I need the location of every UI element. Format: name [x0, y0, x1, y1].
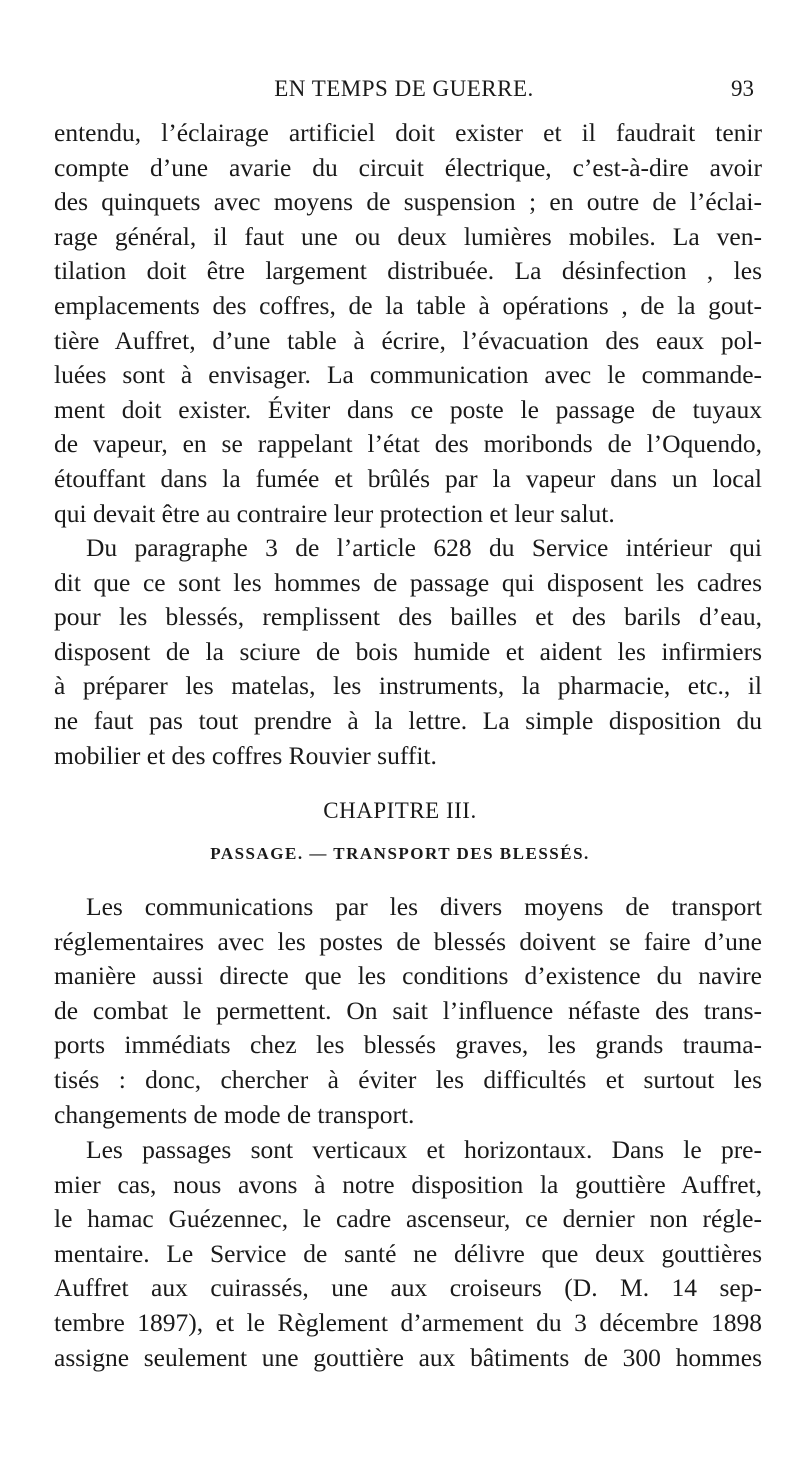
- text-line: tilation doit être largement distribuée. La désinfection , les: [54, 256, 762, 286]
- text-line: mentaire. Le Service de santé ne délivre que deux gouttières: [54, 1238, 762, 1268]
- text-line: tière Auffret, d’une table à écrire, l’évacuation des eaux pol-: [54, 325, 762, 355]
- page-number: 93: [731, 76, 754, 101]
- text-line: manière aussi directe que les conditions d’existence du navire: [54, 961, 762, 991]
- text-line: emplacements des coffres, de la table à opérations , de la gout-: [54, 290, 762, 320]
- text-line: de vapeur, en se rappelant l’état des moribonds de l’Oquendo,: [54, 429, 762, 459]
- text-line: de combat le permettent. On sait l’influence néfaste des trans-: [54, 995, 762, 1025]
- text-line: ment doit exister. Éviter dans ce poste le passage de tuyaux: [54, 394, 762, 424]
- text-line: changements de mode de transport.: [54, 1099, 415, 1129]
- text-line: mobilier et des coffres Rouvier suffit.: [54, 740, 437, 770]
- text-line: rage général, il faut une ou deux lumières mobiles. La ven-: [54, 221, 762, 251]
- text-line: ne faut pas tout prendre à la lettre. La simple disposition du: [54, 705, 762, 735]
- text-line: Du paragraphe 3 de l’article 628 du Service intérieur qui: [86, 533, 762, 562]
- paragraph-passages: [54, 1133, 762, 1375]
- text-line: réglementaires avec les postes de blessés doivent se faire d’une: [54, 926, 762, 956]
- text-line: Auffret aux cuirassés, une aux croiseurs (D. M. 14 sep-: [54, 1273, 762, 1303]
- text-line: étouffant dans la fumée et brûlés par la vapeur dans un local: [54, 463, 762, 493]
- text-line: pour les blessés, remplissent des bailles et des barils d’eau,: [54, 602, 762, 632]
- text-line: des quinquets avec moyens de suspension ; en outre de l’éclai-: [54, 187, 762, 217]
- text-line: à préparer les matelas, les instruments, la pharmacie, etc., il: [54, 671, 762, 701]
- text-line: Les communications par les divers moyens de transport: [86, 892, 762, 921]
- text-line: le hamac Guézennec, le cadre ascenseur, ce dernier non régle-: [54, 1204, 762, 1234]
- text-line: ports immédiats chez les blessés graves, les grands trauma-: [54, 1030, 762, 1060]
- paragraph-article-628: [54, 531, 762, 773]
- text-line: disposent de la sciure de bois humide et aident les infirmiers: [54, 636, 762, 666]
- page-header: [54, 76, 754, 116]
- text-line: mier cas, nous avons à notre disposition la gouttière Auffret,: [54, 1169, 762, 1199]
- running-title: EN TEMPS DE GUERRE.: [274, 76, 534, 101]
- text-line: luées sont à envisager. La communication avec le commande-: [54, 360, 762, 390]
- paragraph-lighting-ventilation: [54, 116, 762, 531]
- paragraph-communications: [54, 890, 762, 1132]
- text-line: compte d’une avarie du circuit électrique, c’est-à-dire avoir: [54, 152, 762, 182]
- chapter-subtitle: PASSAGE. — TRANSPORT DES BLESSÉS.: [210, 844, 590, 863]
- text-line: dit que ce sont les hommes de passage qui disposent les cadres: [54, 567, 762, 597]
- text-line: tisés : donc, chercher à éviter les difficultés et surtout les: [54, 1064, 762, 1094]
- text-line: qui devait être au contraire leur protection et leur salut.: [54, 498, 615, 528]
- text-line: tembre 1897), et le Règlement d’armement du 3 décembre 1898: [54, 1307, 762, 1337]
- text-line: Les passages sont verticaux et horizontaux. Dans le pre-: [86, 1135, 762, 1164]
- text-line: entendu, l’éclairage artificiel doit exister et il faudrait tenir: [54, 118, 762, 147]
- text-line: assigne seulement une gouttière aux bâtiments de 300 hommes: [54, 1342, 762, 1372]
- chapter-title: CHAPITRE III.: [323, 798, 477, 823]
